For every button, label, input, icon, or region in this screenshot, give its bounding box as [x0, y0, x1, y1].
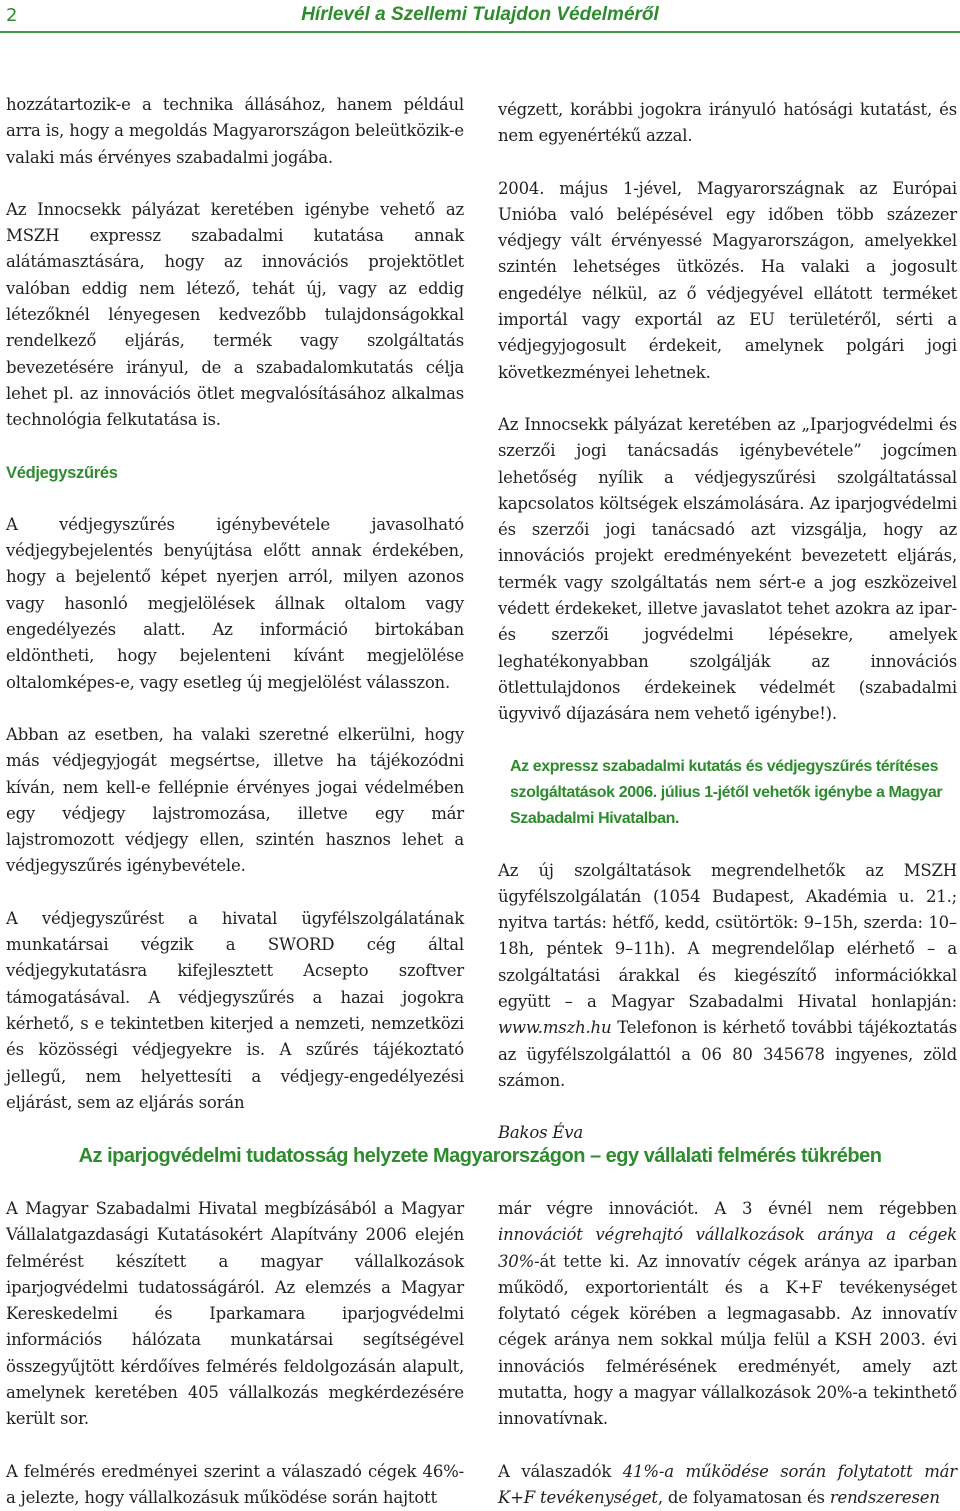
- author-signature: Bakos Éva: [498, 1123, 584, 1143]
- paragraph-text: már végre innovációt. A 3 évnél nem régebben: [498, 1199, 957, 1218]
- section2-right-column: [498, 1196, 957, 1511]
- emphasis: innovációt végrehajtó vállalkozások aránya a cégek 30%-: [498, 1225, 957, 1271]
- paragraph: A Magyar Szabadalmi Hivatal megbízásából a Magyar Vállalatgazdasági Kutatásokért Alapítvány 2006 elején felmérést készített a magyar vállalkozások iparjogvédelmi tudatosságáról. Az elemzés a Magyar Kereskedelmi és Iparkamara iparjogvédelmi információs hálózata munkatársai segítségével összegyűjtött kérdőíves felmérés feldolgozásán alapult, amelynek keretében 405 vállalkozás megkérdezésére került sor.: [6, 1199, 464, 1429]
- left-column: [6, 92, 464, 1116]
- subheading-vedjegyszures: Védjegyszűrés: [6, 463, 118, 482]
- paragraph-text: Telefonon is kérhető további tájékoztatás az ügyfélszolgálattól a 06 80 345678 ingyenes, zöld számon.: [498, 1018, 957, 1090]
- page-number: 2: [6, 5, 18, 26]
- paragraph: végzett, korábbi jogokra irányuló hatósági kutatást, és nem egyenértékű azzal.: [498, 100, 957, 146]
- right-column: [498, 97, 957, 1147]
- paragraph: [498, 1459, 957, 1511]
- paragraph: 2004. május 1-jével, Magyarországnak az Európai Unióba való belépésével egy időben több százezer védjegy vált érvényessé Magyarországon, amelyekkel szintén lehetséges ütközés. Ha valaki a jogosult engedélye nélkül, az ő védjegyével ellátott terméket importál vagy exportál az EU területéről, sérti a védjegyjogosult érdekeit, amelynek polgári jogi következményei lehetnek.: [498, 178, 957, 382]
- highlight-box: Az expressz szabadalmi kutatás és védjegyszűrés térítéses szolgáltatások 2006. július 1-jétől vehetők igénybe a Magyar Szabadalmi Hivatalban.: [510, 757, 943, 827]
- section-title: Az iparjogvédelmi tudatosság helyzete Magyarországon – egy vállalati felmérés tükrében: [78, 1145, 882, 1167]
- paragraph: A felmérés eredményei szerint a válaszadó cégek 46%-a jelezte, hogy vállalkozásuk működése során hajtott: [6, 1461, 464, 1507]
- paragraph: hozzátartozik-e a technika állásához, hanem például arra is, hogy a megoldás Magyarországon beleütközik-e valaki más érvényes szabadalmi jogába.: [6, 95, 464, 167]
- paragraph: [498, 1196, 957, 1433]
- paragraph-text: át tette ki. Az innovatív cégek aránya az iparban működő, exportorientált és a K+F tevékenységet folytató cégek körében a legmagasabb. Az innovatív cégek aránya nem sokkal múlja felül a KSH 2003. évi innovációs felmérésének eredményét, amely azt mutatta, hogy a magyar vállalkozások 20%-a tekinthető innovatívnak.: [498, 1251, 957, 1429]
- paragraph-text: A válaszadók: [498, 1461, 623, 1481]
- emphasis: rendszeresen: [829, 1487, 940, 1507]
- page-header: [0, 0, 960, 32]
- website-link[interactable]: www.mszh.hu: [498, 1018, 612, 1038]
- running-title: Hírlevél a Szellemi Tulajdon Védelméről: [301, 4, 659, 25]
- paragraph: [498, 858, 957, 1095]
- paragraph: Abban az esetben, ha valaki szeretné elkerülni, hogy más védjegyjogát megsértse, illetve ha tájékozódni kíván, nem kell-e fellépnie érvényes jogai védelmében egy védjegy lajstromozása, illetve egy már lajstromozott védjegy ellen, szintén hasznos lehet a védjegyszűrés igénybevétele.: [6, 724, 464, 876]
- section2-left-column: [6, 1196, 464, 1511]
- paragraph: Az Innocsekk pályázat keretében igénybe vehető az MSZH expressz szabadalmi kutatása annak alátámasztására, hogy az innovációs projektötlet valóban eddig nem létező, tehát új, vagy az eddig létezőknél lényegesen kedvezőbb tulajdonságokkal rendelkező eljárás, termék vagy szolgáltatás bevezetésére irányul, de a szabadalomkutatás célja lehet pl. az innovációs ötlet megvalósításához alkalmas technológia felkutatása is.: [6, 199, 464, 430]
- paragraph: Az Innocsekk pályázat keretében az „Iparjogvédelmi és szerzői jogi tanácsadás igénybevétele” jogcímen lehetőség nyílik a védjegyszűrési szolgáltatással kapcsolatos költségek elszámolására. Az iparjogvédelmi és szerzői jogi tanácsadó azt vizsgálja, hogy az innovációs projekt eredményeként bevezetett eljárás, termék vagy szolgáltatás nem sért-e a jog eszközeivel védett érdekeket, illetve javaslatot tehet azokra az ipar- és szerzői jogvédelmi lépésekre, amelyek leghatékonyabban szolgálják az innovációs ötlettulajdonos érdekeinek védelmét (szabadalmi ügyvivő díjazására nem vehető igénybe!).: [498, 414, 957, 724]
- paragraph-text: , de folyamatosan és: [657, 1487, 830, 1507]
- emphasis: 41%-a működése során folytatott már K+F tevékenységet: [498, 1461, 957, 1507]
- paragraph: A védjegyszűrést a hivatal ügyfélszolgálatának munkatársai végzik a SWORD cég által védjegykutatásra kifejlesztett Acsepto szoftver támogatásával. A védjegyszűrés a hazai jogokra kérhető, s e tekintetben kiterjed a nemzeti, nemzetközi és közösségi védjegyekre is. A szűrés tájékoztató jellegű, nem helyettesíti a védjegy-engedélyezési eljárást, sem az eljárás során: [6, 908, 464, 1112]
- paragraph-text: Az új szolgáltatások megrendelhetők az MSZH ügyfélszolgálatán (1054 Budapest, Akadémia u. 21.; nyitva tartás: hétfő, kedd, csütörtök: 9–15h, szerda: 10–18h, péntek 9–11h). A megrendelőlap elérhető – a szolgáltatási árakkal és kiegészítő információkkal együtt – a Magyar Szabadalmi Hivatal honlapján:: [498, 860, 957, 1012]
- header-rule: [0, 31, 960, 33]
- paragraph: A védjegyszűrés igénybevétele javasolható védjegybejelentés benyújtása előtt annak érdekében, hogy a bejelentő képet nyerjen arról, milyen azonos vagy hasonló megjelölések állnak oltalom vagy engedélyezés alatt. Az információ birtokában eldöntheti, hogy bejelenteni kívánt megjelölése oltalomképes-e, vagy esetleg új megjelölést válasszon.: [6, 514, 464, 692]
